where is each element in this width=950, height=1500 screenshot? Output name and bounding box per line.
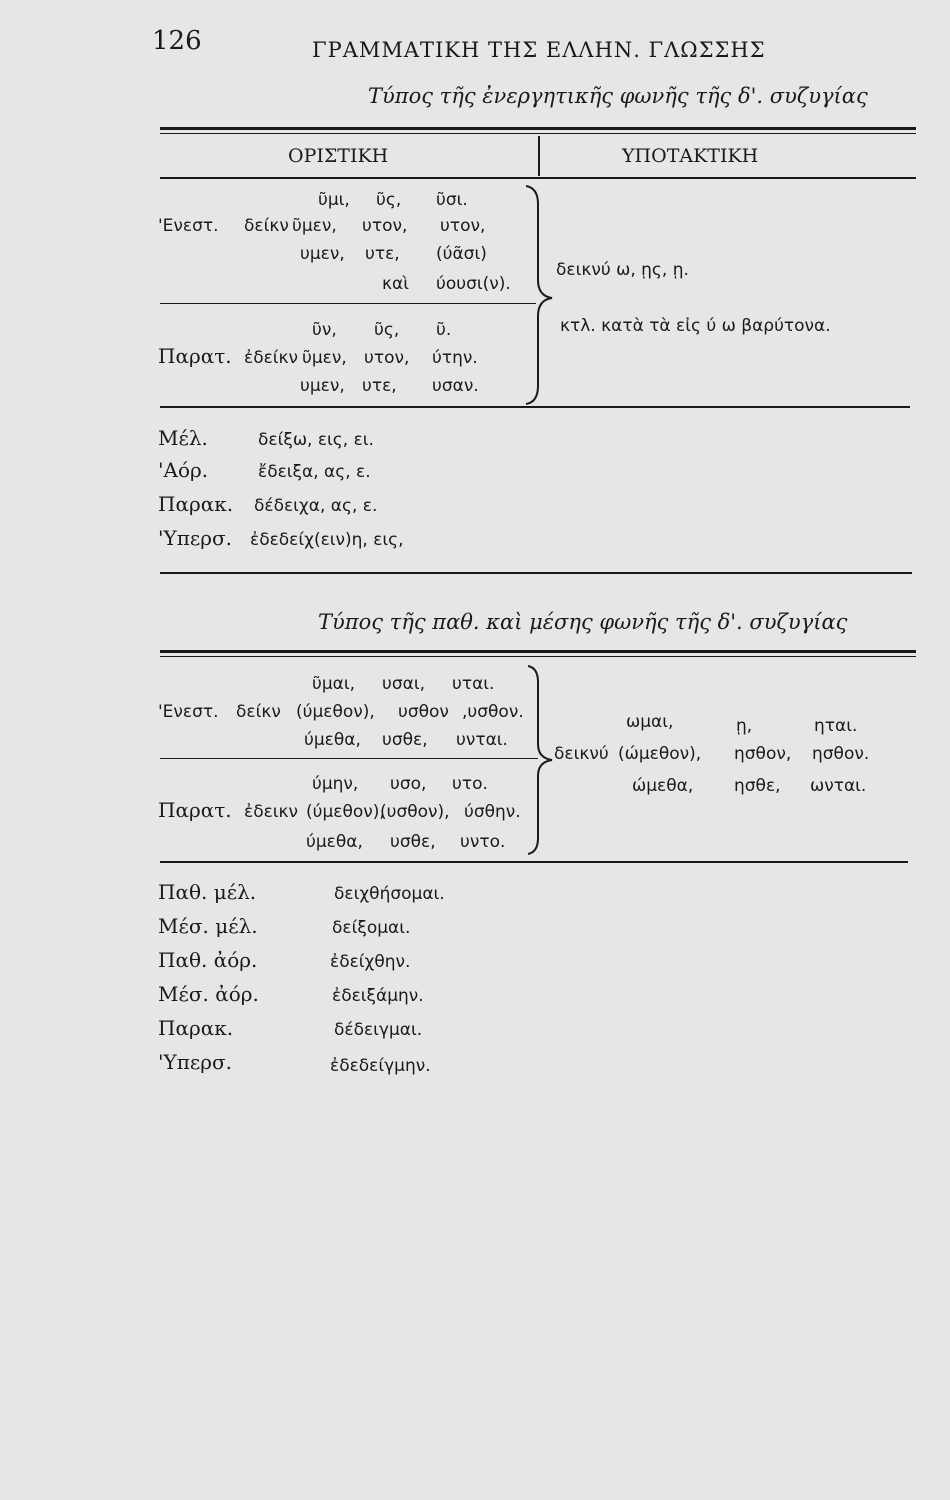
- tense-label: 'Υπερσ.: [158, 1050, 232, 1074]
- active-subjunctive-line1: δεικνύ ω, ῃς, ῃ.: [556, 260, 689, 280]
- subjunctive-heading: ΥΠΟΤΑΚΤΙΚΗ: [622, 145, 759, 167]
- tense-label: 'Υπερσ.: [158, 526, 232, 550]
- tense-form: δέδειγμαι.: [334, 1020, 423, 1040]
- paradigm-cell: ῦς,: [376, 190, 402, 210]
- tense-label: Παρακ.: [158, 492, 234, 516]
- paradigm-cell: υτον,: [440, 216, 486, 236]
- tense-form: ἐδεδείγμην.: [330, 1056, 431, 1076]
- paradigm-cell: υσο,: [390, 774, 427, 794]
- active-section-title: Τύπος τῆς ἐνεργητικῆς φωνῆς τῆς δ'. συζυγίας: [368, 84, 868, 108]
- tense-label: Μέλ.: [158, 426, 208, 450]
- tense-label: Μέσ. ἀόρ.: [158, 982, 259, 1006]
- paradigm-cell: ησθον,: [734, 744, 792, 764]
- paradigm-cell: (ώμεθον),: [618, 744, 702, 764]
- paradigm-cell: ηται.: [814, 716, 858, 736]
- paradigm-cell: υτο.: [452, 774, 488, 794]
- tense-form: δείξομαι.: [332, 918, 411, 938]
- paradigm-cell: ῦμεν,: [302, 348, 347, 368]
- tense-label: Παθ. ἀόρ.: [158, 948, 258, 972]
- tense-forms: ἐδεδείχ(ειν)η, εις,: [250, 530, 404, 550]
- paradigm-cell: υτε,: [365, 244, 400, 264]
- paradigm-cell: ῦμαι,: [312, 674, 356, 694]
- heading-bottom-rule: [160, 177, 916, 179]
- paradigm-cell: ῦν,: [312, 320, 337, 340]
- paradigm-cell: (υσθον),: [380, 802, 450, 822]
- heading-divider: [538, 136, 540, 176]
- paradigm-cell: υμεν,: [300, 244, 345, 264]
- passive-brace: [524, 664, 558, 856]
- paradigm-cell: ύμεθα,: [304, 730, 361, 750]
- paradigm-cell: ύμεθα,: [306, 832, 363, 852]
- active-present-stem: δείκν: [244, 216, 289, 236]
- tense-label: Μέσ. μέλ.: [158, 914, 258, 938]
- active-brace: [522, 184, 556, 406]
- active-section-end-rule: [160, 572, 912, 574]
- paradigm-cell: ύσθην.: [464, 802, 521, 822]
- present-imperfect-rule: [160, 303, 536, 304]
- paradigm-cell: υτον,: [362, 216, 408, 236]
- tense-form: δειχθήσομαι.: [334, 884, 445, 904]
- tense-forms: δέδειχα, ας, ε.: [254, 496, 378, 516]
- paradigm-cell: υμεν,: [300, 376, 345, 396]
- paradigm-cell: ῦμεν,: [292, 216, 337, 236]
- passive-present-label: 'Ενεστ.: [158, 702, 219, 722]
- paradigm-cell: (ύμεθον),: [306, 802, 385, 822]
- tense-forms: ἔδειξα, ας, ε.: [258, 462, 371, 482]
- tense-form: ἐδειξάμην.: [332, 986, 424, 1006]
- paradigm-cell: ησθον.: [812, 744, 870, 764]
- paradigm-cell: ῦμι,: [318, 190, 350, 210]
- tense-forms: δείξω, εις, ει.: [258, 430, 374, 450]
- paradigm-cell: ωνται.: [810, 776, 867, 796]
- paradigm-cell: υται.: [452, 674, 495, 694]
- paradigm-cell: ύτην.: [432, 348, 478, 368]
- paradigm-cell: υτε,: [362, 376, 397, 396]
- active-present-label: 'Ενεστ.: [158, 216, 219, 236]
- active-table-top-rule-thin: [160, 133, 916, 134]
- tense-form: ἐδείχθην.: [330, 952, 411, 972]
- paradigm-cell: ῦσι.: [436, 190, 468, 210]
- paradigm-cell: υτον,: [364, 348, 410, 368]
- passive-table-top-rule: [160, 650, 916, 653]
- active-table-bottom-rule: [160, 406, 910, 408]
- passive-subjunctive-stem: δεικνύ: [554, 744, 609, 764]
- paradigm-cell: υσαν.: [432, 376, 479, 396]
- paradigm-cell: ῃ,: [736, 716, 753, 736]
- paradigm-cell: (ύμεθον),: [296, 702, 375, 722]
- passive-present-stem: δείκν: [236, 702, 281, 722]
- active-table-top-rule: [160, 127, 916, 130]
- active-imperfect-label: Παρατ.: [158, 344, 232, 368]
- running-title: ΓΡΑΜΜΑΤΙΚΗ ΤΗΣ ΕΛΛΗΝ. ΓΛΩΣΣΗΣ: [312, 38, 766, 62]
- tense-label: Παρακ.: [158, 1016, 234, 1040]
- paradigm-cell: υσαι,: [382, 674, 425, 694]
- passive-table-top-rule-thin: [160, 656, 916, 657]
- paradigm-cell: (ύᾶσι): [436, 244, 487, 264]
- passive-table-bottom-rule: [160, 861, 908, 863]
- paradigm-cell: υσθον: [398, 702, 449, 722]
- paradigm-cell: ύμην,: [312, 774, 359, 794]
- active-subjunctive-line2: κτλ. κατὰ τὰ εἰς ύ ω βαρύτονα.: [560, 316, 831, 336]
- paradigm-cell: ῦ.: [436, 320, 452, 340]
- paradigm-cell: ύουσι(ν).: [436, 274, 511, 294]
- passive-section-title: Τύπος τῆς παθ. καὶ μέσης φωνῆς τῆς δ'. συζυγίας: [318, 610, 848, 634]
- paradigm-cell: ησθε,: [734, 776, 781, 796]
- paradigm-cell: ώμεθα,: [632, 776, 694, 796]
- indicative-heading: ΟΡΙΣΤΙΚΗ: [288, 145, 389, 167]
- tense-label: Παθ. μέλ.: [158, 880, 257, 904]
- passive-present-imperfect-rule: [160, 758, 538, 759]
- paradigm-cell: ωμαι,: [626, 712, 674, 732]
- page-number: 126: [152, 26, 202, 56]
- paradigm-cell: ,υσθον.: [462, 702, 524, 722]
- passive-imperfect-stem: ἐδεικν: [244, 802, 299, 822]
- paradigm-cell: υντο.: [460, 832, 506, 852]
- passive-imperfect-label: Παρατ.: [158, 798, 232, 822]
- paradigm-cell: υνται.: [456, 730, 508, 750]
- paradigm-cell: ῦς,: [374, 320, 400, 340]
- paradigm-cell: υσθε,: [382, 730, 428, 750]
- active-imperfect-stem: ἐδείκν: [244, 348, 299, 368]
- paradigm-cell: υσθε,: [390, 832, 436, 852]
- paradigm-cell: καὶ: [382, 274, 409, 294]
- tense-label: 'Αόρ.: [158, 458, 209, 482]
